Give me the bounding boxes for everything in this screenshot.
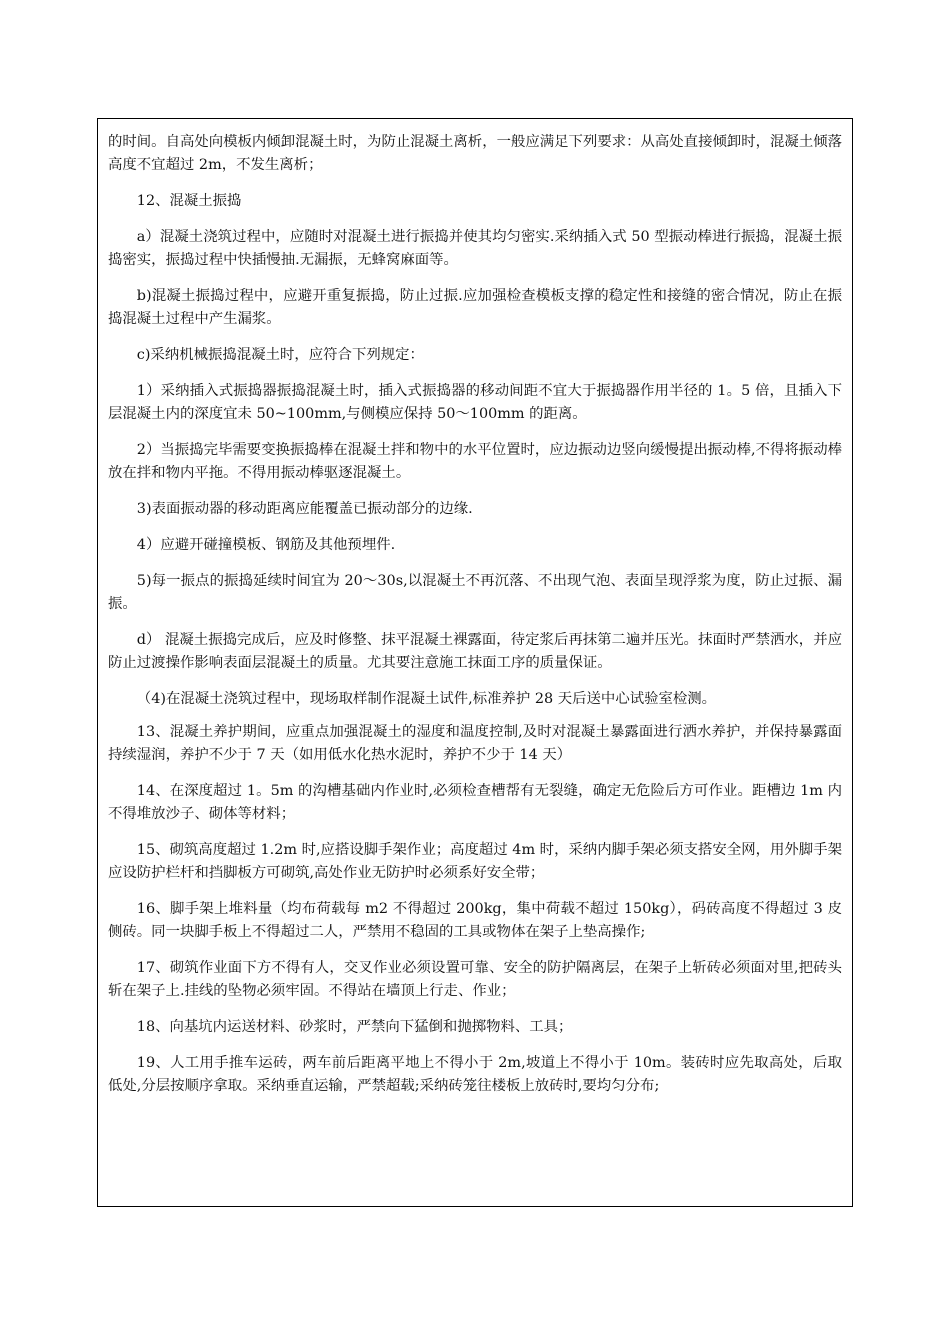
paragraph-12c: c)采纳机械振捣混凝土时，应符合下列规定： xyxy=(136,347,424,363)
paragraph-15: 15、砌筑高度超过 1.2m 时,应搭设脚手架作业；高度超过 4m 时，采纳内脚手架必须支搭安全网，用外脚手架应设防护栏杆和挡脚板方可砌筑,高处作业无防护时必须系好安全带； xyxy=(108,842,842,881)
paragraph-16: 16、脚手架上堆料量（均布荷载每 m2 不得超过 200kg，集中荷载不超过 150kg），码砖高度不得超过 3 皮侧砖。同一块脚手板上不得超过二人，严禁用不稳固的工具或物体在架子上垫高操作; xyxy=(108,901,842,940)
paragraph-12c-4: 4）应避开碰撞模板、钢筋及其他预埋件. xyxy=(136,537,396,553)
paragraph-12a: a）混凝土浇筑过程中，应随时对混凝土进行振捣并使其均匀密实.采纳插入式 50 型振动棒进行振捣，混凝土振捣密实，振捣过程中快插慢抽.无漏振，无蜂窝麻面等。 xyxy=(108,229,842,268)
paragraph-12b: b)混凝土振捣过程中，应避开重复振捣，防止过振.应加强检查模板支撑的稳定性和接缝的密合情况，防止在振捣混凝土过程中产生漏浆。 xyxy=(108,288,842,327)
paragraph-13: 13、混凝土养护期间，应重点加强混凝土的湿度和温度控制,及时对混凝土暴露面进行洒水养护，并保持暴露面持续湿润，养护不少于 7 天（如用低水化热水泥时，养护不少于 14 天） xyxy=(108,724,842,763)
paragraph-14: 14、在深度超过 1。5m 的沟槽基础内作业时,必须检查槽帮有无裂缝，确定无危险后方可作业。距槽边 1m 内不得堆放沙子、砌体等材料； xyxy=(108,783,842,822)
document-frame xyxy=(97,118,853,1207)
paragraph-12c-5: 5)每一振点的振捣延续时间宜为 20～30s,以混凝土不再沉落、不出现气泡、表面呈现浮浆为度，防止过振、漏振。 xyxy=(108,573,842,612)
paragraph-12-heading: 12、混凝土振捣 xyxy=(136,193,242,209)
paragraph-17: 17、砌筑作业面下方不得有人，交叉作业必须设置可靠、安全的防护隔离层，在架子上斩砖必须面对里,把砖头斩在架子上.挂线的坠物必须牢固。不得站在墙顶上行走、作业； xyxy=(108,960,842,999)
paragraph-18: 18、向基坑内运送材料、砂浆时，严禁向下猛倒和抛掷物料、工具； xyxy=(136,1019,573,1035)
paragraph-12c-3: 3)表面振动器的移动距离应能覆盖已振动部分的边缘. xyxy=(136,501,473,517)
paragraph-19: 19、人工用手推车运砖，两车前后距离平地上不得小于 2m,坡道上不得小于 10m。装砖时应先取高处，后取低处,分层按顺序拿取。采纳垂直运输，严禁超载;采纳砖笼往楼板上放砖时,要均匀分布; xyxy=(108,1055,842,1094)
paragraph-continuation: 的时间。自高处向模板内倾卸混凝土时，为防止混凝土离析，一般应满足下列要求：从高处直接倾卸时，混凝土倾落高度不宜超过 2m，不发生离析； xyxy=(108,134,842,173)
paragraph-4: （4)在混凝土浇筑过程中，现场取样制作混凝土试件,标准养护 28 天后送中心试验室检测。 xyxy=(136,691,717,707)
paragraph-12c-2: 2）当振捣完毕需要变换振捣棒在混凝土拌和物中的水平位置时，应边振动边竖向缓慢提出振动棒,不得将振动棒放在拌和物内平拖。不得用振动棒驱逐混凝土。 xyxy=(108,442,842,481)
paragraph-12c-1: 1）采纳插入式振捣器振捣混凝土时，插入式振捣器的移动间距不宜大于振捣器作用半径的 1。5 倍，且插入下层混凝土内的深度宜未 50~100mm,与侧模应保持 50～100mm 的距离。 xyxy=(108,383,842,422)
paragraph-12d: d） 混凝土振捣完成后，应及时修整、抹平混凝土裸露面，待定浆后再抹第二遍并压光。抹面时严禁洒水，并应防止过渡操作影响表面层混凝土的质量。尤其要注意施工抹面工序的质量保证。 xyxy=(108,632,842,671)
